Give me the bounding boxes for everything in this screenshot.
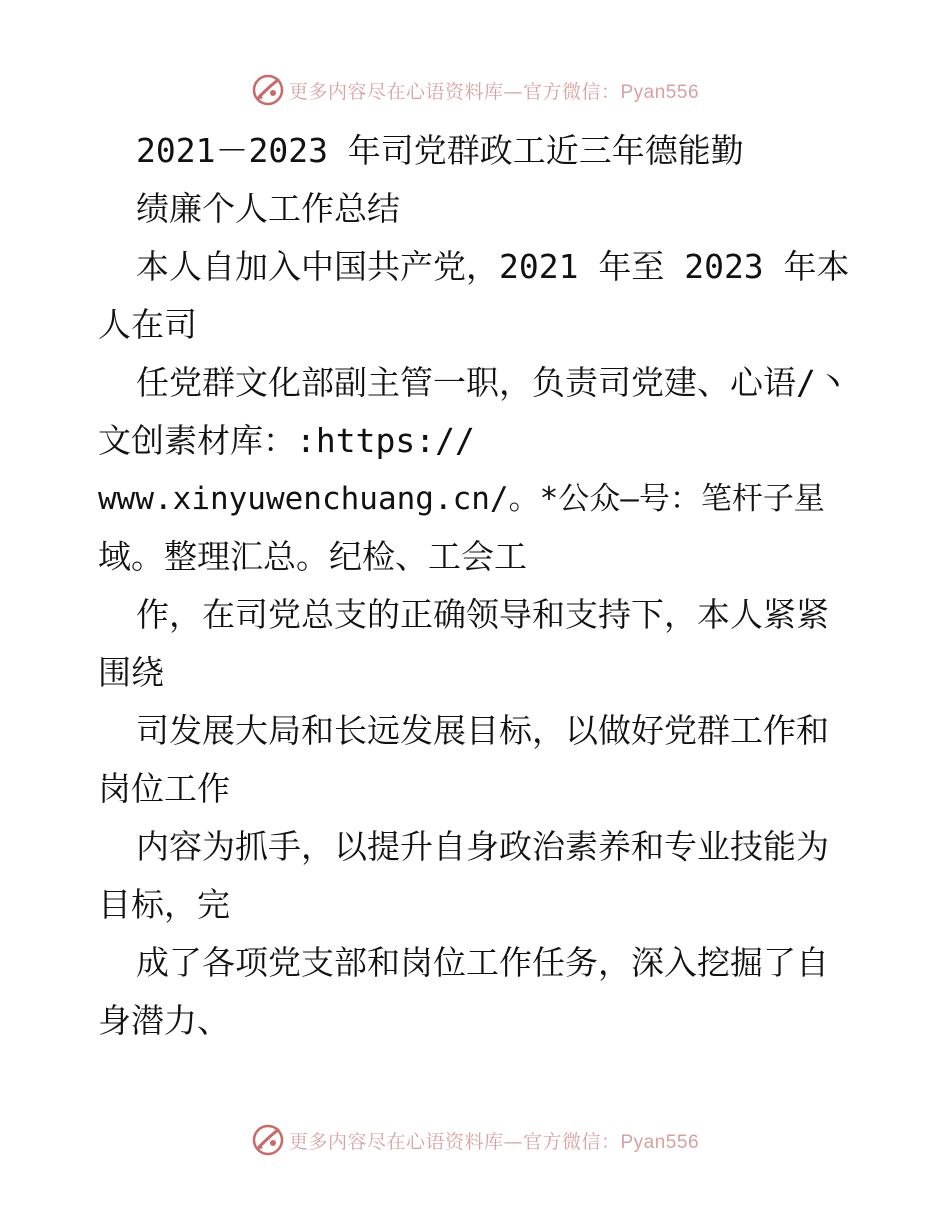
text-line: 目标，完 xyxy=(98,885,230,924)
text-line: 2021－2023 年司党群政工近三年德能勤 xyxy=(136,131,744,170)
text-line: 司发展大局和长远发展目标，以做好党群工作和 xyxy=(136,711,829,750)
watermark-separator: — xyxy=(503,1130,523,1153)
watermark-handle: Pyan556 xyxy=(620,1131,700,1153)
watermark-label: 官方微信： xyxy=(522,80,621,103)
text-line: 域。整理汇总。纪检、工会工 xyxy=(98,537,527,576)
text-line: 岗位工作 xyxy=(98,769,230,808)
text-line: 围绕 xyxy=(98,653,164,692)
watermark-label: 官方微信： xyxy=(522,1130,621,1153)
text-line: 人在司 xyxy=(98,305,197,344)
watermark-text: 更多内容尽在心语资料库 xyxy=(288,1130,504,1153)
text-line: 作，在司党总支的正确领导和支持下，本人紧紧 xyxy=(136,595,829,634)
text-line: 本人自加入中国共产党，2021 年至 2023 年本 xyxy=(136,247,850,286)
watermark-handle: Pyan556 xyxy=(620,81,700,103)
document-body xyxy=(98,122,858,1050)
watermark-separator: — xyxy=(503,80,523,103)
pen-logo-icon xyxy=(251,73,285,107)
text-line: 绩廉个人工作总结 xyxy=(136,189,400,228)
header-watermark xyxy=(0,70,950,110)
text-line: 身潜力、 xyxy=(98,1001,230,1040)
text-line: 内容为抓手，以提升自身政治素养和专业技能为 xyxy=(136,827,829,866)
text-line: 文创素材库：:https:// xyxy=(98,421,475,460)
text-line: 任党群文化部副主管一职，负责司党建、心语/丶 xyxy=(136,363,849,402)
watermark-text: 更多内容尽在心语资料库 xyxy=(288,80,504,103)
pen-logo-icon xyxy=(251,1123,285,1157)
text-line: www.xinyuwenchuang.cn/。*公众—号：笔杆子星 xyxy=(98,481,825,517)
text-line: 成了各项党支部和岗位工作任务，深入挖掘了自 xyxy=(136,943,829,982)
footer-watermark xyxy=(0,1120,950,1160)
